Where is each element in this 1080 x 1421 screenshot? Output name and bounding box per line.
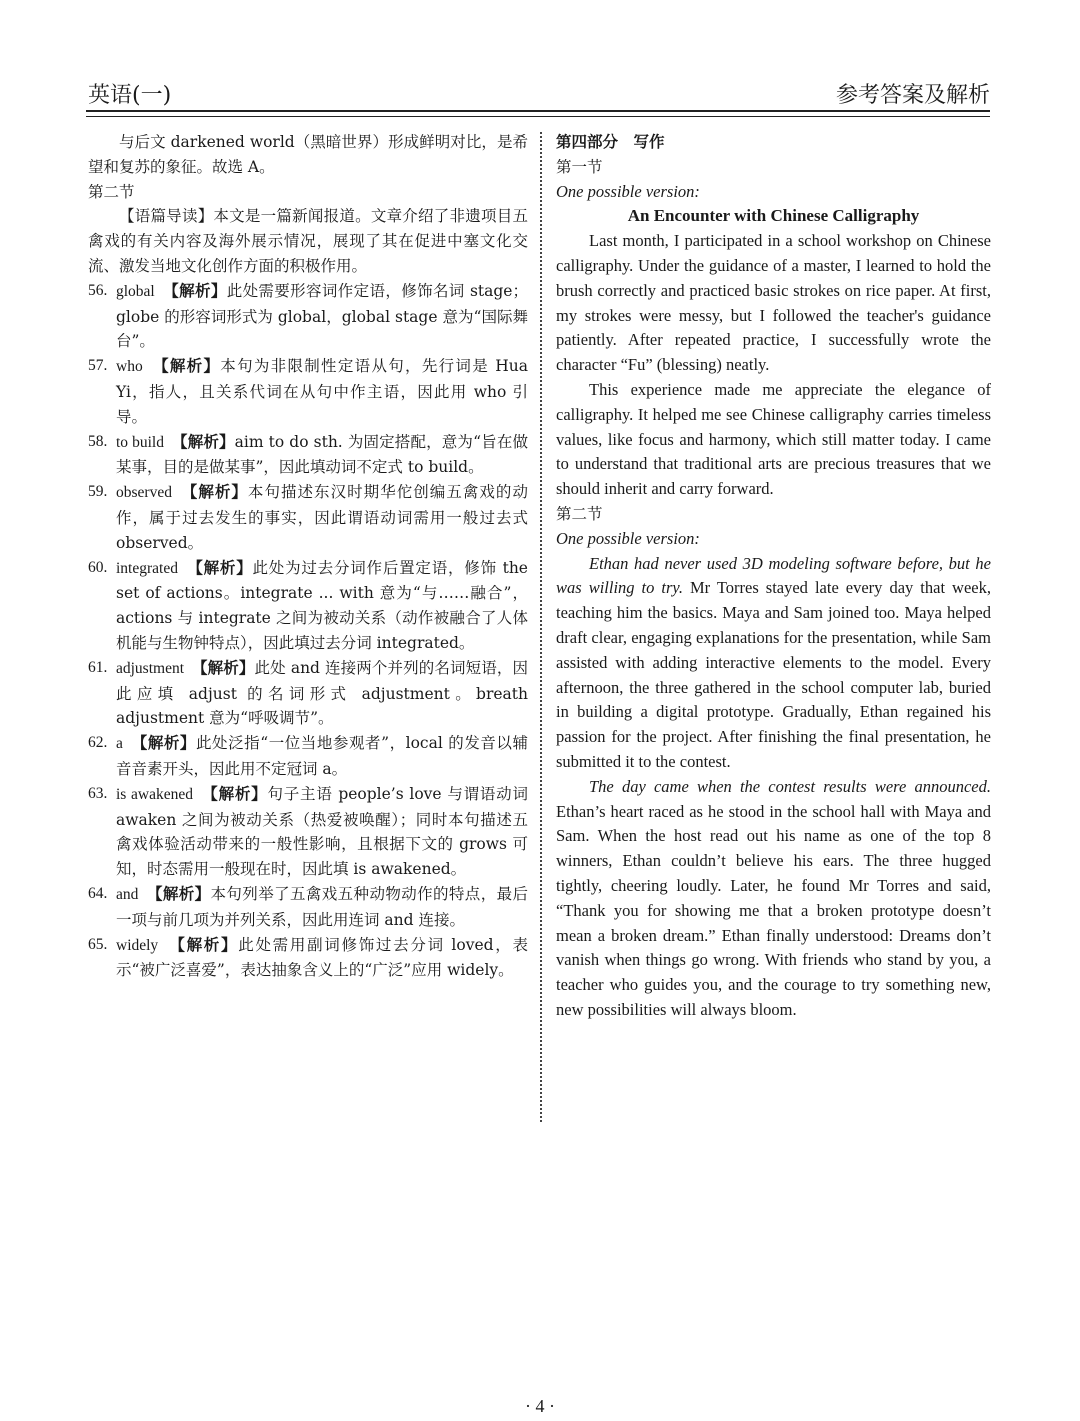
item-explanation: 本句列举了五禽戏五种动物动作的特点，最后一项与前几项为并列关系，因此用连词 and 连接。 bbox=[116, 884, 528, 929]
item-number: 58. bbox=[88, 432, 108, 450]
item-explanation: 句子主语 people’s love 与谓语动词 awaken 之间为被动关系（热爱被唤醒）；同时本句描述五禽戏体验活动带来的一般性影响，且根据下文的 grows 可知，时态需用一般现在时，因此填 is awakened。 bbox=[116, 784, 528, 879]
story-paragraph-2 bbox=[556, 775, 991, 1023]
item-number: 61. bbox=[88, 658, 108, 676]
essay-title: An Encounter with Chinese Calligraphy bbox=[627, 206, 920, 226]
analysis-tag: 【解析】 bbox=[177, 934, 239, 954]
item-number: 59. bbox=[88, 483, 108, 501]
story-prompt-1: Ethan had never used 3D modeling software before, but he was willing to try. bbox=[556, 553, 991, 598]
story-text-2: Ethan’s heart raced as he stood in the school hall with Maya and Sam. When the host read out his name as one of the top 8 winners, Ethan couldn’t believe his ears. The three hugged tightly, cheering loudly. Later, he found Mr Torres and said, “Thank you for showing me that a broken prototype doesn’t mean a broken dream.” Ethan finally understood: Dreams don’t vanish when things go wrong. With friends who stand by you, a teacher who guides you, and the courage to try something new, new possibilities will always bloom. bbox=[556, 801, 991, 1019]
analysis-tag: 【解析】 bbox=[189, 482, 248, 502]
item-number: 57. bbox=[88, 357, 108, 375]
answer-item bbox=[88, 480, 528, 555]
analysis-tag: 【解析】 bbox=[154, 883, 211, 903]
page-header bbox=[86, 76, 990, 120]
answer-item bbox=[88, 354, 528, 429]
item-number: 60. bbox=[88, 558, 108, 576]
item-number: 63. bbox=[88, 784, 108, 802]
analysis-tag: 【解析】 bbox=[179, 431, 235, 451]
item-number: 56. bbox=[88, 281, 108, 299]
item-answer: to build bbox=[116, 433, 164, 451]
item-answer: and bbox=[116, 885, 139, 903]
answer-item bbox=[88, 933, 528, 984]
column-divider bbox=[540, 132, 542, 1122]
item-explanation: 此处 and 连接两个并列的名词短语，因此应填 adjust 的名词形式 adjustment。breath adjustment 意为“呼吸调节”。 bbox=[116, 658, 528, 728]
section-title: 参考答案及解析 bbox=[835, 83, 990, 108]
part4-heading: 第四部分 写作 bbox=[556, 132, 665, 151]
analysis-tag: 【解析】 bbox=[160, 356, 221, 376]
item-answer: a bbox=[116, 735, 123, 753]
item-answer: widely bbox=[116, 936, 159, 954]
analysis-tag: 【解析】 bbox=[195, 557, 253, 577]
item-explanation: 本句描述东汉时期华佗创编五禽戏的动作，属于过去发生的事实，因此谓语动词需用一般过去式 observed。 bbox=[116, 483, 528, 552]
story-prompt-2: The day came when the contest results were announced. bbox=[589, 776, 991, 796]
item-number: 64. bbox=[88, 884, 108, 902]
answer-item bbox=[88, 656, 528, 731]
answer-item bbox=[88, 731, 528, 782]
item-answer: who bbox=[116, 358, 143, 376]
essay-paragraph-2: This experience made me appreciate the elegance of calligraphy. It helped me see Chinese calligraphy carries timeless values, like focus and harmony, which still matter today. I came to understand that traditional arts are precious treasures that we should inherit and carry forward. bbox=[556, 379, 991, 499]
answer-item bbox=[88, 782, 528, 882]
item-explanation: 此处需用副词修饰过去分词 loved，表示“被广泛喜爱”，表达抽象含义上的“广泛”应用 widely。 bbox=[116, 935, 528, 980]
item-answer: observed bbox=[116, 484, 172, 502]
item-answer: global bbox=[116, 282, 155, 300]
item-answer: integrated bbox=[116, 559, 178, 577]
section2-heading: 第二节 bbox=[556, 504, 603, 523]
answer-item bbox=[88, 279, 528, 354]
left-column bbox=[88, 130, 528, 983]
story-paragraph-1 bbox=[556, 552, 991, 775]
item-explanation: aim to do sth. 为固定搭配，意为“旨在做某事，目的是做某事”，因此填动词不定式 to build。 bbox=[116, 432, 528, 477]
item-explanation: 此处为过去分词作后置定语，修饰 the set of actions。integrate ... with 意为“与……融合”，actions 与 integrate 之间为被动关系（动作被融合了人体机能与生物钟特点），因此填过去分词 integrated。 bbox=[116, 558, 528, 652]
answer-item bbox=[88, 556, 528, 656]
header-rule-thin bbox=[86, 116, 990, 117]
item-explanation: 本句为非限制性定语从句，先行词是 Hua Yi，指人，且关系代词在从句中作主语，因此用 who 引导。 bbox=[116, 357, 528, 426]
section1-label: One possible version: bbox=[556, 181, 700, 201]
item-answer: is awakened bbox=[116, 785, 193, 803]
header-rule-thick bbox=[86, 110, 990, 112]
subject-title: 英语(一) bbox=[88, 83, 172, 108]
section2-label: One possible version: bbox=[556, 528, 700, 548]
right-column bbox=[556, 130, 991, 1023]
section1-heading: 第一节 bbox=[556, 157, 603, 176]
item-answer: adjustment bbox=[116, 659, 185, 677]
essay-paragraph-1: Last month, I participated in a school workshop on Chinese calligraphy. Under the guidance of a master, I learned to hold the brush correctly and practiced basic strokes on rice paper. At first, my strokes were messy, but I followed the teacher's guidance patiently. After repeated practice, I successfully wrote the character “Fu” (blessing) neatly. bbox=[556, 231, 991, 375]
answer-item bbox=[88, 882, 528, 933]
analysis-tag: 【解析】 bbox=[199, 657, 255, 677]
answer-list bbox=[88, 279, 528, 983]
part2-heading: 第二节 bbox=[88, 182, 135, 201]
item-explanation: 此处泛指“一位当地参观者”，local 的发音以辅音音素开头，因此用不定冠词 a。 bbox=[116, 734, 528, 778]
passage-intro: 【语篇导读】本文是一篇新闻报道。文章介绍了非遗项目五禽戏的有关内容及海外展示情况，展现了其在促进中塞文化交流、激发当地文化创作方面的积极作用。 bbox=[88, 207, 528, 275]
item-explanation: 此处需要形容词作定语，修饰名词 stage；globe 的形容词形式为 global，global stage 意为“国际舞台”。 bbox=[116, 281, 528, 351]
story-text-1: Mr Torres stayed late every day that week, teaching him the basics. Maya and Sam joined too. Maya helped draft clear, engaging explanations for the presentation, while Sam assisted with adding interactive elements to the model. Every afternoon, the three gathered in the school computer lab, buried in building a digital prototype. Gradually, Ethan regained his passion for the project. After finishing the final presentation, he submitted it to the contest. bbox=[556, 578, 991, 771]
analysis-tag: 【解析】 bbox=[210, 783, 268, 803]
analysis-tag: 【解析】 bbox=[139, 733, 196, 753]
page-number: · 4 · bbox=[525, 1396, 555, 1416]
answer-item bbox=[88, 430, 528, 481]
continuation-text: 与后文 darkened world（黑暗世界）形成鲜明对比，是希望和复苏的象征。故选 A。 bbox=[88, 133, 528, 176]
analysis-tag: 【解析】 bbox=[170, 280, 227, 300]
item-number: 62. bbox=[88, 734, 108, 752]
item-number: 65. bbox=[88, 935, 108, 953]
